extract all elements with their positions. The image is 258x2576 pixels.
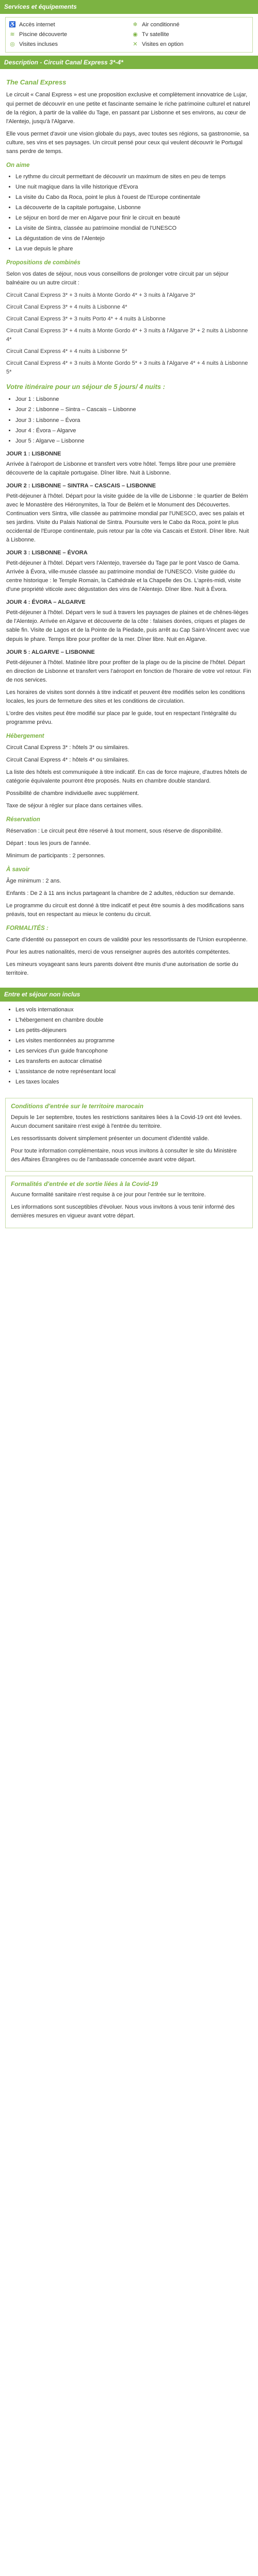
day-text: Petit-déjeuner à l'hôtel. Départ vers l'Alentejo, traversée du Tage par le pont Vasco de Gama. Arrivée à Évora, ville-musée classée au patrimoine mondial de l'UNESCO. Visite guidée du centre historique : le Temple Romain, la Cathédrale et la Chapelle des Os. L'après-midi, visite d'une propriété viticole avec dégustation des vins de l'Alentejo. Dîner libre. Nuit à Évora. (6, 560, 241, 593)
itinerary-item: • Jour 1 : Lisbonne (15, 395, 252, 404)
on-aime-item: • La visite de Sintra, classée au patrimoine mondial de l'UNESCO (15, 224, 252, 233)
paragraph: L'ordre des visites peut être modifié sur place par le guide, tout en respectant l'intégralité du programme prévu. (6, 710, 237, 725)
included-list (6, 1006, 252, 1087)
day-title: JOUR 3 : LISBONNE – ÉVORA (6, 550, 88, 556)
included-item: • L'hébergement en chambre double (15, 1016, 252, 1025)
description-content (0, 69, 258, 985)
on-aime-list (6, 173, 252, 253)
day-3 (6, 549, 252, 594)
service-label: Piscine découverte (19, 31, 67, 38)
combo-item: Circuit Canal Express 3* + 4 nuits à Lisbonne 4* (6, 303, 127, 310)
day-text: Petit-déjeuner à l'hôtel. Matinée libre pour profiter de la plage ou de la piscine de l'hôtel. Départ en direction de Lisbonne et transfert vers l'aéroport en fonction de l'horaire de votre vol retour. Fin de nos services. (6, 659, 251, 683)
included-content (0, 1002, 258, 1094)
paragraph: La liste des hôtels est communiquée à titre indicatif. En cas de force majeure, d'autres hôtels de catégorie équivalente pourront être proposés. Nuits en chambre double standard. (6, 769, 247, 784)
snowflake-icon: ❄ (133, 22, 138, 28)
wheelchair-icon: ♿ (9, 22, 16, 28)
day-1 (6, 450, 252, 478)
itinerary-item: • Jour 2 : Lisbonne – Sintra – Cascais – Lisbonne (15, 405, 252, 414)
services-list (5, 17, 253, 53)
itinerary-item: • Jour 4 : Évora – Algarve (15, 427, 252, 435)
service-item (9, 40, 126, 49)
service-item (132, 40, 249, 49)
section-title-on-aime: On aime (6, 162, 30, 168)
paragraph: Âge minimum : 2 ans. (6, 877, 61, 884)
combo-item: Circuit Canal Express 3* + 3 nuits Porto 4* + 4 nuits à Lisbonne (6, 315, 166, 322)
paragraph: Selon vos dates de séjour, nous vous conseillons de prolonger votre circuit par un séjour balnéaire ou un autre circuit : (6, 270, 229, 286)
included-item: • L'assistance de notre représentant local (15, 1067, 252, 1076)
included-item: • Les taxes locales (15, 1078, 252, 1087)
day-text: Arrivée à l'aéroport de Lisbonne et transfert vers votre hôtel. Temps libre pour une première découverte de la capitale portugaise. Dîner libre. Nuit à Lisbonne. (6, 461, 236, 476)
section-title-itinerary: Votre itinéraire pour un séjour de 5 jours/ 4 nuits : (6, 383, 165, 391)
combo-item: Circuit Canal Express 3* + 3 nuits à Monte Gordo 4* + 3 nuits à l'Algarve 3* (6, 292, 196, 298)
combo-item: Circuit Canal Express 4* + 3 nuits à Monte Gordo 5* + 3 nuits à l'Algarve 4* + 4 nuits à Lisbonne 5* (6, 360, 248, 376)
included-item: • Les petits-déjeuners (15, 1026, 252, 1035)
included-item: • Les visites mentionnées au programme (15, 1037, 252, 1045)
page (0, 0, 258, 1238)
paragraph: Depuis le 1er septembre, toutes les restrictions sanitaires liées à la Covid-19 ont été levées. Aucun document sanitaire n'est exigé à l'entrée du territoire. (11, 1114, 242, 1129)
day-5 (6, 648, 252, 685)
section-title-reservation: Réservation (6, 817, 40, 823)
description-header: Description - Circuit Canal Express 3*-4* (0, 56, 258, 70)
paragraph: Les ressortissants doivent simplement présenter un document d'identité valide. (11, 1135, 209, 1142)
section-title-a-savoir: À savoir (6, 867, 30, 873)
paragraph: Taxe de séjour à régler sur place dans certaines villes. (6, 803, 143, 809)
included-item: • Les services d'un guide francophone (15, 1047, 252, 1056)
on-aime-item: • Une nuit magique dans la ville historique d'Evora (15, 183, 252, 192)
conditions-title: Conditions d'entrée sur le territoire marocain (11, 1102, 143, 1110)
itinerary-list (6, 395, 252, 445)
on-aime-item: • Le séjour en bord de mer en Algarve pour finir le circuit en beauté (15, 214, 252, 223)
paragraph: Pour toute information complémentaire, nous vous invitons à consulter le site du Ministère des Affaires Étrangères ou de l'ambassade concernée avant votre départ. (11, 1147, 237, 1163)
paragraph: Réservation : Le circuit peut être réservé à tout moment, sous réserve de disponibilité. (6, 827, 223, 834)
on-aime-item: • Le rythme du circuit permettant de découvrir un maximum de sites en peu de temps (15, 173, 252, 181)
bike-icon: ◎ (10, 41, 15, 48)
paragraph: Pour les autres nationalités, merci de vous renseigner auprès des autorités compétentes. (6, 948, 231, 955)
combo-item: Circuit Canal Express 4* + 4 nuits à Lisbonne 5* (6, 348, 127, 355)
day-title: JOUR 2 : LISBONNE – SINTRA – CASCAIS – LISBONNE (6, 482, 156, 489)
itinerary-item: • Jour 5 : Algarve – Lisbonne (15, 437, 252, 446)
paragraph: Enfants : De 2 à 11 ans inclus partageant la chambre de 2 adultes, réduction sur demande. (6, 890, 235, 896)
formalites-box (5, 1176, 253, 1228)
paragraph: Minimum de participants : 2 personnes. (6, 852, 105, 859)
on-aime-item: • La découverte de la capitale portugaise, Lisbonne (15, 204, 252, 212)
included-item: • Les vols internationaux (15, 1006, 252, 1014)
service-item (9, 21, 126, 29)
service-label: Air conditionné (142, 21, 180, 28)
section-title-formalites: FORMALITÉS : (6, 925, 49, 931)
formalites-title: Formalités d'entrée et de sortie liées à la Covid-19 (11, 1180, 158, 1188)
section-title-propositions: Propositions de combinés (6, 259, 80, 266)
service-label: Tv satellite (142, 31, 169, 38)
paragraph: Elle vous permet d'avoir une vision globale du pays, avec toutes ses régions, sa gastronomie, sa culture, ses vins et ses paysages. Un circuit pensé pour ceux qui veulent découvrir le Portugal sans perdre de temps. (6, 130, 249, 155)
paragraph: Possibilité de chambre individuelle avec supplément. (6, 790, 139, 796)
paragraph: Carte d'identité ou passeport en cours de validité pour les ressortissants de l'Union européenne. (6, 936, 248, 943)
on-aime-item: • La vue depuis le phare (15, 245, 252, 253)
conditions-box (5, 1098, 253, 1172)
included-item: • Les transferts en autocar climatisé (15, 1057, 252, 1066)
day-text: Petit-déjeuner à l'hôtel. Départ pour la visite guidée de la ville de Lisbonne : le quartier de Belém avec le Monastère des Hiéronymites, la Tour de Belém et le Monument des Découvertes. Continuation vers Sintra, ville classée au patrimoine mondial par l'UNESCO, avec ses palais et ses jardins. Visite du Palais National de Sintra. Poursuite vers le Cabo da Roca, point le plus occidental de l'Europe continentale, puis retour par la côte via Cascais et Estoril. Dîner libre. Nuit à Lisbonne. (6, 493, 249, 544)
service-item (9, 30, 126, 39)
service-item (132, 21, 249, 29)
paragraph: Les mineurs voyageant sans leurs parents doivent être munis d'une autorisation de sortie du territoire. (6, 961, 238, 976)
included-header: Entre et séjour non inclus (0, 988, 258, 1002)
day-title: JOUR 5 : ALGARVE – LISBONNE (6, 649, 95, 655)
itinerary-item: • Jour 3 : Lisbonne – Évora (15, 416, 252, 425)
paragraph: Le circuit « Canal Express » est une proposition exclusive et complètement innovatrice de Lujar, qui permet de découvrir en une petite et fascinante semaine le riche patrimoine culturel et naturel de la région, à partir de la vallée du Tage, en passant par Lisbonne et ses environs, au cœur de l'Alentejo, jusqu'à l'Algarve. (6, 92, 250, 125)
paragraph: Les horaires de visites sont donnés à titre indicatif et peuvent être modifiés selon les conditions locales, les jours de fermeture des sites et les conditions de circulation. (6, 689, 245, 704)
section-title-hebergement: Hébergement (6, 733, 44, 739)
services-header: Services et équipements (0, 0, 258, 14)
service-label: Accès internet (19, 21, 55, 28)
on-aime-item: • La dégustation de vins de l'Alentejo (15, 234, 252, 243)
service-label: Visites en option (142, 41, 184, 47)
on-aime-item: • La visite du Cabo da Roca, point le plus à l'ouest de l'Europe continentale (15, 193, 252, 202)
wifi-icon: ◉ (133, 31, 138, 38)
paragraph: Le programme du circuit est donné à titre indicatif et peut être soumis à des modifications sans préavis, tout en respectant au mieux le contenu du circuit. (6, 902, 245, 918)
paragraph: Circuit Canal Express 4* : hôtels 4* ou similaires. (6, 756, 130, 763)
day-text: Petit-déjeuner à l'hôtel. Départ vers le sud à travers les paysages de plaines et de chênes-lièges de l'Alentejo. Arrivée en Algarve et découverte de la côte : falaises dorées, criques et plages de sable fin. Visite de Lagos et de la Pointe de la Piedade, puis arrêt au Cap Saint-Vincent avec vue depuis le phare. Temps libre pour profiter de la mer. Dîner libre. Nuit en Algarve. (6, 609, 250, 642)
day-title: JOUR 4 : ÉVORA – ALGARVE (6, 599, 86, 606)
paragraph: Les informations sont susceptibles d'évoluer. Nous vous invitons à vous tenir informé des dernières mesures en vigueur avant votre départ. (11, 1204, 235, 1219)
paragraph: Aucune formalité sanitaire n'est requise à ce jour pour l'entrée sur le territoire. (11, 1192, 206, 1198)
day-2 (6, 482, 252, 545)
pool-icon: ≋ (10, 31, 15, 38)
day-4 (6, 598, 252, 643)
fork-icon: ✕ (133, 41, 138, 48)
day-title: JOUR 1 : LISBONNE (6, 450, 61, 457)
paragraph: Circuit Canal Express 3* : hôtels 3* ou similaires. (6, 744, 130, 751)
service-label: Visites incluses (19, 41, 58, 47)
service-item (132, 30, 249, 39)
paragraph: Départ : tous les jours de l'année. (6, 840, 91, 846)
combo-item: Circuit Canal Express 3* + 4 nuits à Monte Gordo 4* + 3 nuits à l'Algarve 3* + 2 nuits à Lisbonne 4* (6, 328, 248, 343)
combos-list (6, 291, 252, 377)
section-title-canal: The Canal Express (6, 78, 67, 87)
